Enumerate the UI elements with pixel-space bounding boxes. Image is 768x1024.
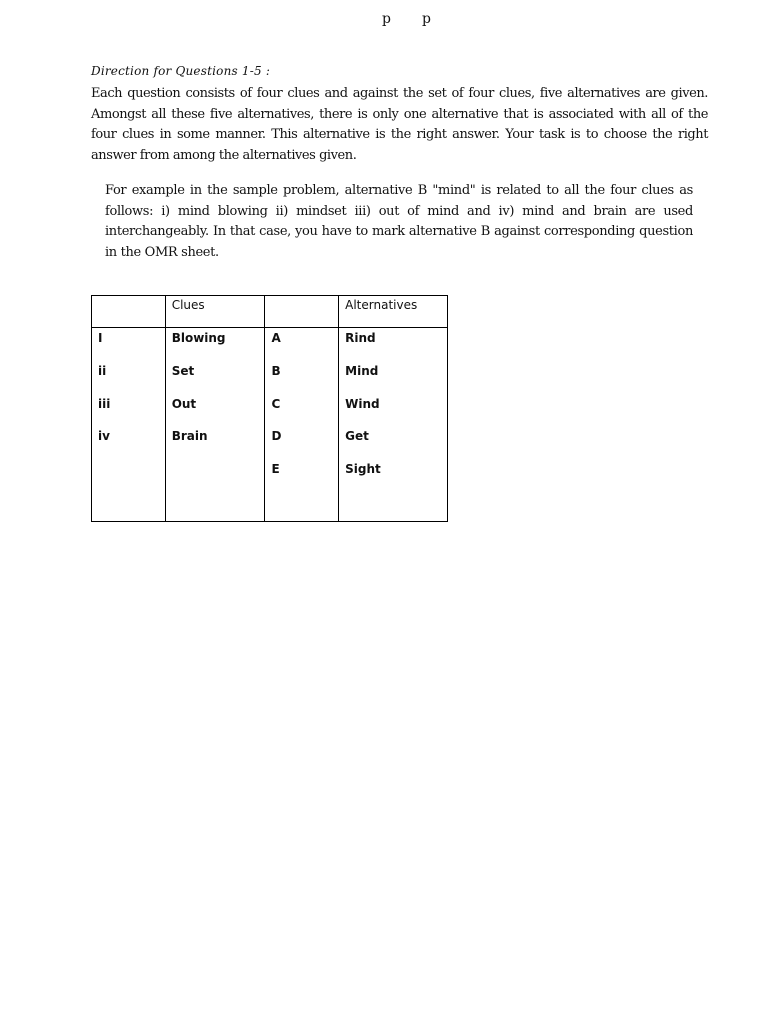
clue-word: Set xyxy=(171,363,195,378)
direction-heading: Direction for Questions 1-5 : xyxy=(91,64,271,78)
clues-table xyxy=(91,295,448,522)
clue-word: Brain xyxy=(171,429,208,444)
table-header-row xyxy=(92,296,448,328)
option-letter: A xyxy=(271,331,281,345)
example-paragraph: For example in the sample problem, alternative B "mind" is related to all the four clues as follows: i) mind blowing ii) mindset iii) out of mind and iv) mind and brain are used interchangeably. In that case, you have to mark alternative B against corresponding question in the OMR sheet. xyxy=(105,183,693,261)
header-number xyxy=(92,296,166,328)
clue-number-cell xyxy=(92,328,166,522)
alternative-word: Wind xyxy=(345,396,380,411)
clue-word: Out xyxy=(171,396,197,411)
alternative-word: Sight xyxy=(345,462,381,477)
header-clues: Clues xyxy=(165,296,265,328)
page-header-mark-right: p xyxy=(422,11,431,27)
option-letter-cell xyxy=(265,328,339,522)
alternative-word: Rind xyxy=(345,331,376,345)
option-letter: E xyxy=(271,462,280,477)
clue-number: I xyxy=(98,331,103,345)
direction-paragraph: Each question consists of four clues and against the set of four clues, five alternatives are given. Amongst all these five alternatives, there is only one alternative that is associated with all of the four clues in some manner. This alternative is the right answer. Your task is to choose the right answer from among the alternatives given. xyxy=(91,86,708,164)
alternative-cell xyxy=(339,328,448,522)
clue-number: iv xyxy=(98,429,110,444)
clue-cell xyxy=(165,328,265,522)
header-alternatives: Alternatives xyxy=(339,296,448,328)
table-row xyxy=(92,328,448,522)
alternative-word: Get xyxy=(345,429,369,444)
clue-number: iii xyxy=(98,396,111,411)
clue-word: Blowing xyxy=(171,331,226,345)
option-letter: B xyxy=(271,363,281,378)
clue-number: ii xyxy=(98,363,107,378)
page-header-mark-left: p xyxy=(382,11,391,27)
option-letter: C xyxy=(271,396,281,411)
alternative-word: Mind xyxy=(345,363,379,378)
option-letter: D xyxy=(271,429,282,444)
header-option xyxy=(265,296,339,328)
